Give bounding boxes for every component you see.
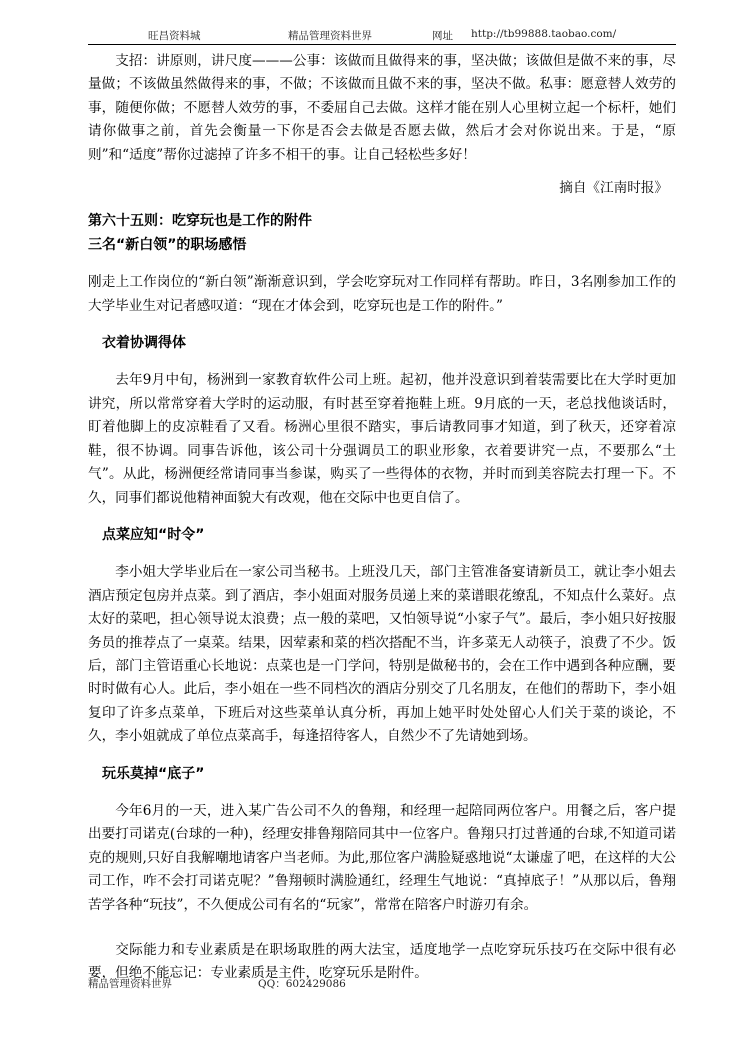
header-url-label: 网址 bbox=[432, 30, 453, 42]
page-header bbox=[88, 26, 676, 44]
paragraph-leisure: 今年6月的一天，进入某广告公司不久的鲁翔，和经理一起陪同两位客户。用餐之后，客户提出要打司诺克(台球的一种)，经理安排鲁翔陪同其中一位客户。鲁翔只打过普通的台球,不知道司诺克的规则,只好自我解嘲地请客户当老师。为此,那位客户满脸疑惑地说“太谦虚了吧，在这样的大公司工作，咋不会打司诺克呢？”鲁翔顿时满脸通红，经理生气地说：“真掉底子！”从那以后，鲁翔苦学各种“玩技”，不久便成公司有名的“玩家”，常常在陪客户时游刃有余。 bbox=[88, 802, 676, 913]
paragraph-intro: 刚走上工作岗位的“新白领”渐渐意识到，学会吃穿玩对工作同样有帮助。昨日，3名刚参加工作的大学毕业生对记者感叹道：“现在才体会到，吃穿玩也是工作的附件。” bbox=[88, 274, 676, 314]
paragraph-tips: 支招：讲原则，讲尺度———公事：该做而且做得来的事，坚决做；该做但是做不来的事，尽量做；不该做虽然做得来的事，不做；不该做而且做不来的事，坚决不做。私事：愿意替人效劳的事，随便你做；不愿替人效劳的事，不委屈自己去做。这样才能在别人心里树立起一个标杆，她们请你做事之前，首先会衡量一下你是否会去做是否愿去做，然后才会对你说出来。于是，“原则”和“适度”帮你过滤掉了许多不相干的事。让自己轻松些多好！ bbox=[88, 53, 676, 163]
paragraph-ordering: 李小姐大学毕业后在一家公司当秘书。上班没几天，部门主管准备宴请新员工，就让李小姐去酒店预定包房并点菜。到了酒店，李小姐面对服务员递上来的菜谱眼花缭乱，不知点什么菜好。点太好的菜吧，担心领导说太浪费；点一般的菜吧，又怕领导说“小家子气”。最后，李小姐只好按服务员的推荐点了一桌菜。结果，因荤素和菜的档次搭配不当，许多菜无人动筷子，浪费了不少。饭后，部门主管语重心长地说：点菜也是一门学问，特别是做秘书的，会在工作中遇到各种应酬，要时时做有心人。此后，李小姐在一些不同档次的酒店分别交了几名朋友，在他们的帮助下，李小姐复印了许多点菜单，下班后对这些菜单认真分析，再加上她平时处处留心人们关于菜的谈论，不久，李小姐就成了单位点菜高手，每逢招待客人，自然少不了先请她到场。 bbox=[88, 564, 676, 745]
footer-left-text: 精品管理资料世界 bbox=[88, 978, 172, 990]
paragraph-dress: 去年9月中旬，杨洲到一家教育软件公司上班。起初，他并没意识到着装需要比在大学时更加讲究，所以常常穿着大学时的运动服，有时甚至穿着拖鞋上班。9月底的一天，老总找他谈话时，盯着他脚上的皮凉鞋看了又看。杨洲心里很不踏实，事后请教同事才知道，到了秋天，还穿着凉鞋，很不协调。同事告诉他，该公司十分强调员工的职业形象，衣着要讲究一点，不要那么“土气”。从此，杨洲便经常请同事当参谋，购买了一些得体的衣物，并时而到美容院去打理一下。不久，同事们都说他精神面貌大有改观，他在交际中也更自信了。 bbox=[88, 372, 676, 506]
section-heading-leisure: 玩乐莫掉“底子” bbox=[102, 765, 205, 782]
page-footer bbox=[88, 976, 676, 992]
footer-qq-text: QQ：602429086 bbox=[258, 978, 346, 990]
header-divider bbox=[88, 44, 676, 45]
header-left-text: 旺昌资料城 bbox=[148, 30, 201, 42]
section-heading-dress: 衣着协调得体 bbox=[102, 335, 186, 352]
header-middle-text: 精品管理资料世界 bbox=[288, 30, 372, 42]
paragraph-closing: 交际能力和专业素质是在职场取胜的两大法宝，适度地学一点吃穿玩乐技巧在交际中很有必要，但绝不能忘记：专业素质是主件，吃穿玩乐是附件。 bbox=[88, 942, 676, 982]
source-citation: 摘自《江南时报》 bbox=[559, 180, 668, 197]
article-subtitle: 三名“新白领”的职场感悟 bbox=[88, 236, 247, 253]
header-url-link[interactable]: http://tb99888.taobao.com/ bbox=[471, 28, 617, 40]
article-body bbox=[88, 50, 676, 986]
article-title: 第六十五则：吃穿玩也是工作的附件 bbox=[88, 213, 312, 230]
section-heading-ordering: 点菜应知“时令” bbox=[102, 526, 205, 543]
